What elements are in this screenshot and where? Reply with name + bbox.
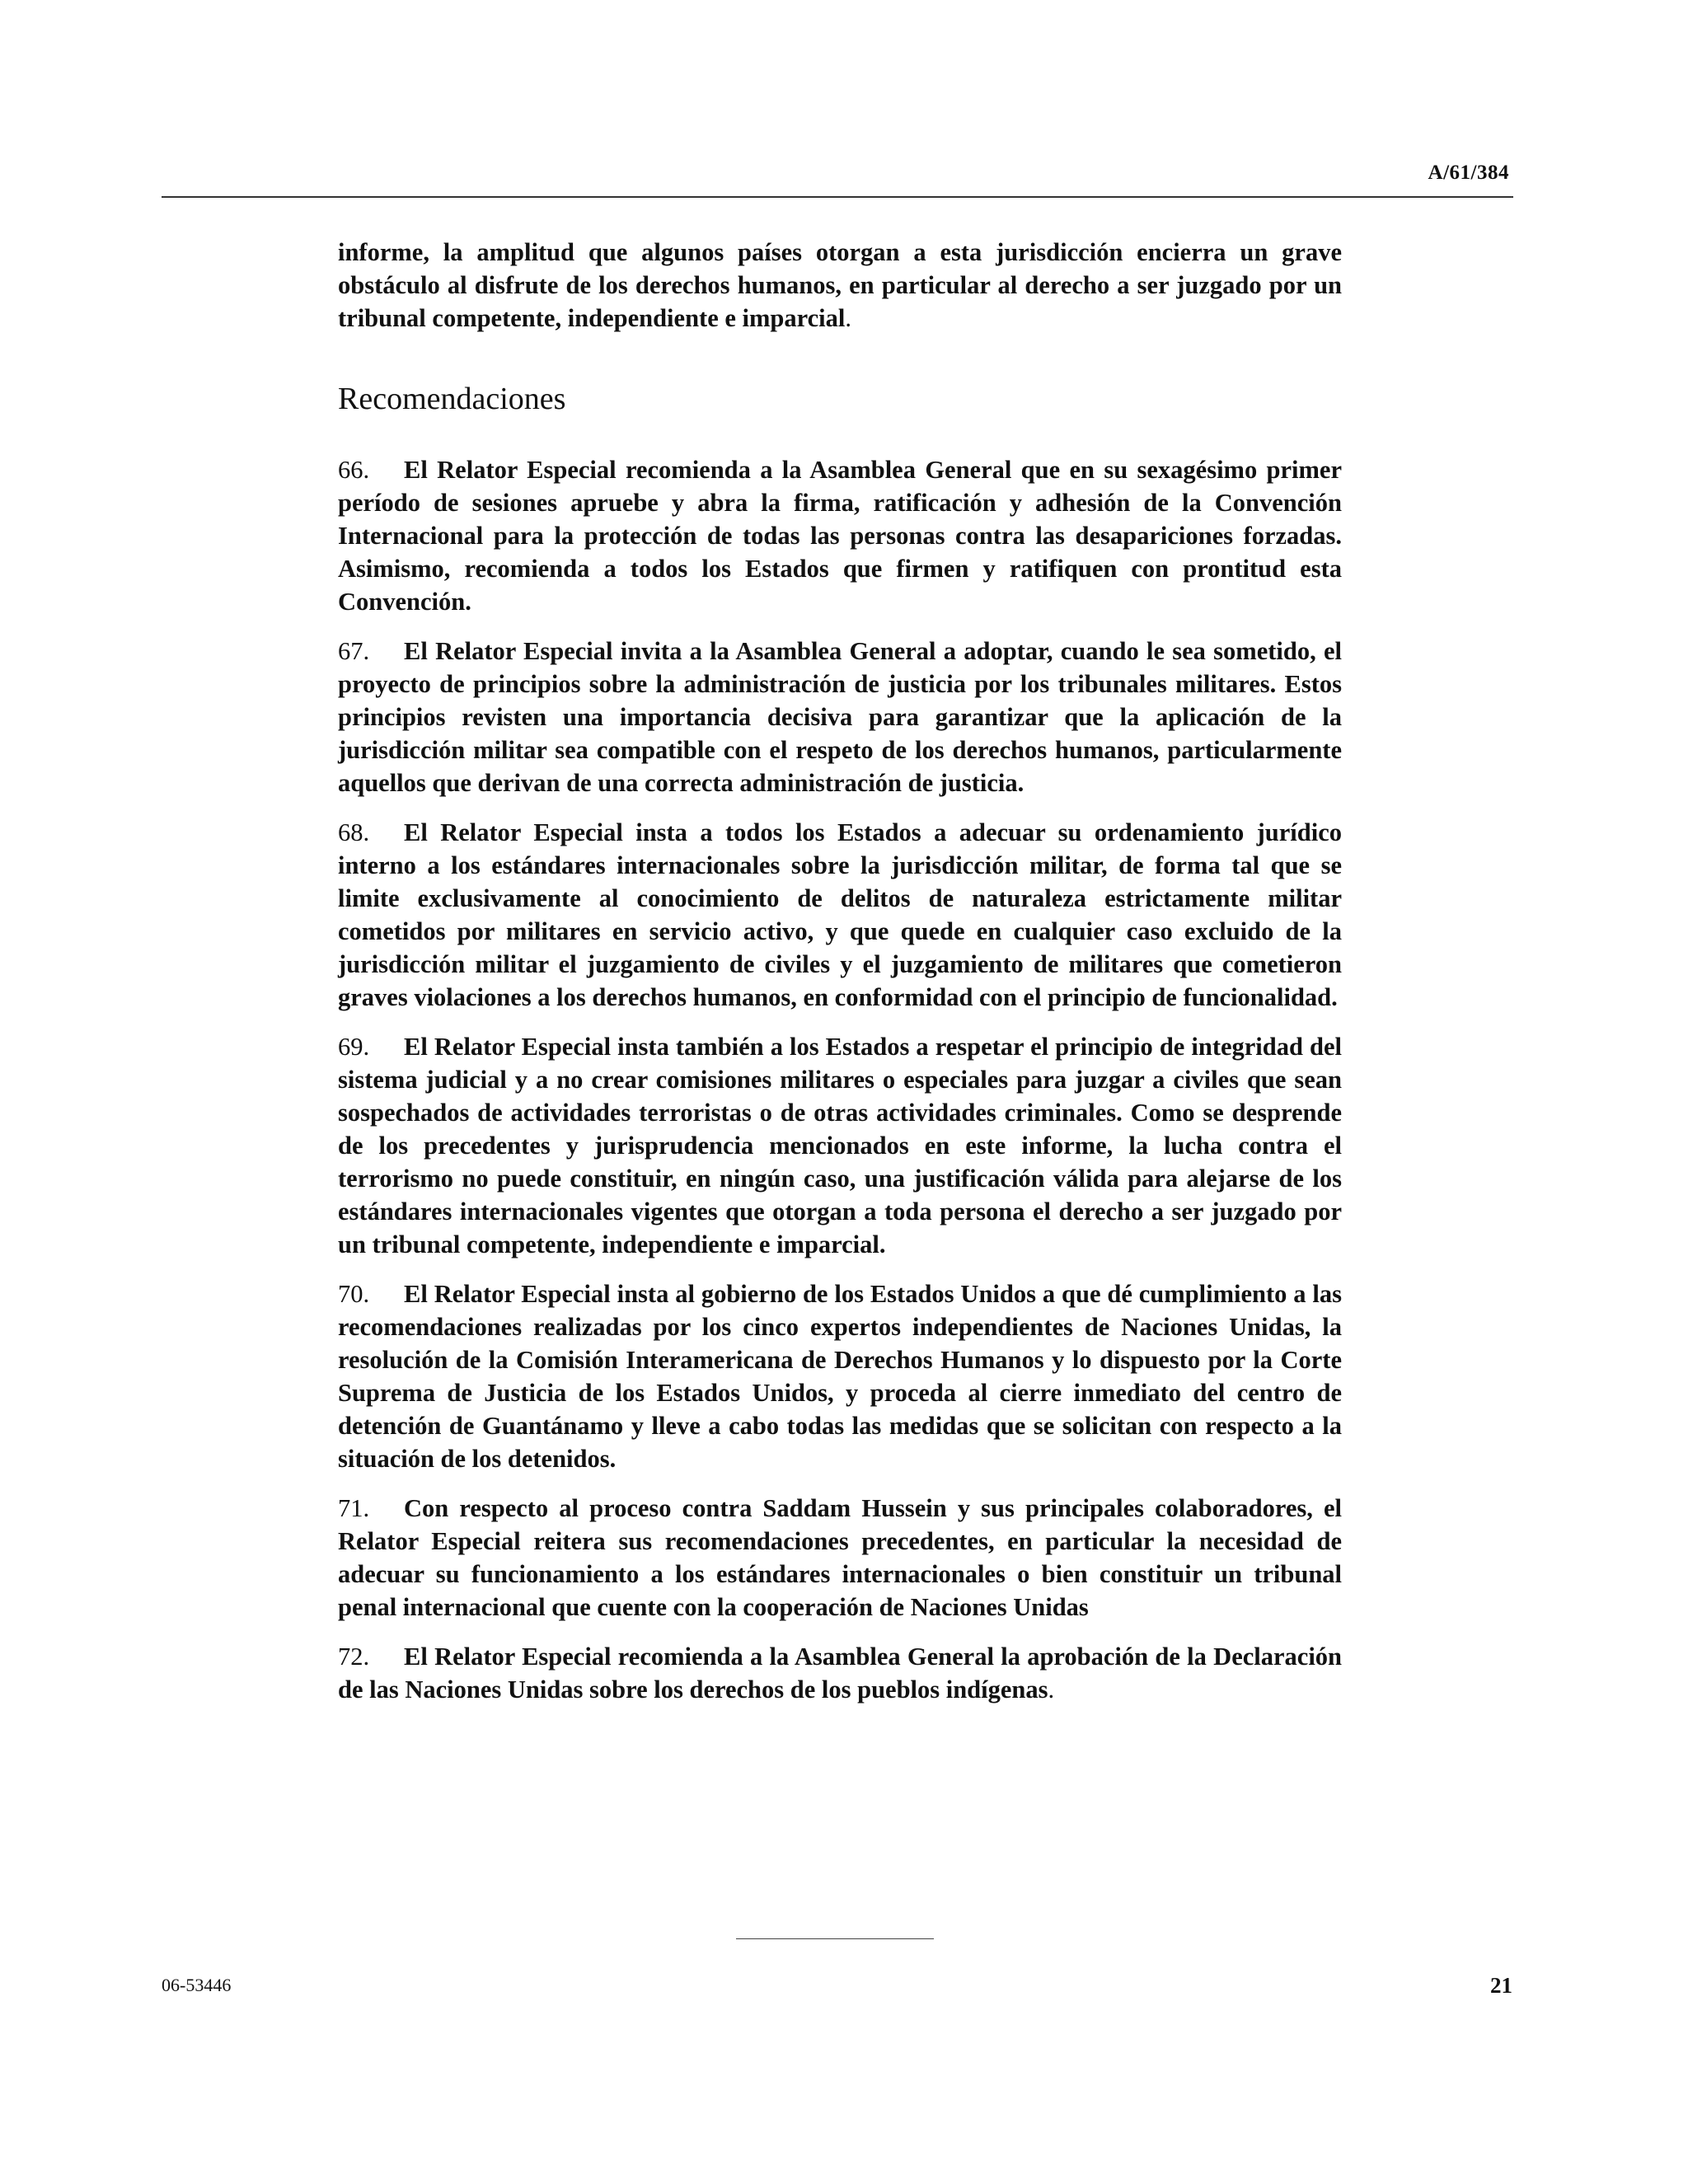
paragraph-69 [338, 1030, 1342, 1261]
paragraph-text: El Relator Especial insta a todos los Estados a adecuar su ordenamiento jurídico interno a los estándares internacionales sobre la jurisdicción militar, de forma tal que se limite exclusivamente al conocimiento de delitos de naturaleza estrictamente militar cometidos por militares en servicio activo, y que quede en cualquier caso excluido de la jurisdicción militar el juzgamiento de civiles y el juzgamiento de militares que cometieron graves violaciones a los derechos humanos, en conformidad con el principio de funcionalidad. [338, 818, 1342, 1011]
header-rule [162, 196, 1513, 198]
paragraph-66 [338, 453, 1342, 618]
paragraph-number: 66. [338, 456, 370, 484]
paragraph-number: 69. [338, 1033, 370, 1061]
paragraph-number: 71. [338, 1494, 370, 1522]
paragraph-number: 70. [338, 1280, 370, 1308]
job-number: 06-53446 [162, 1975, 232, 1995]
paragraph-68 [338, 816, 1342, 1014]
paragraph-70 [338, 1277, 1342, 1475]
paragraph-trail: . [1048, 1675, 1055, 1704]
paragraph-text: El Relator Especial invita a la Asamblea General a adoptar, cuando le sea sometido, el proyecto de principios sobre la administración de justicia por los tribunales militares. Estos principios revisten una importancia decisiva para garantizar que la aplicación de la jurisdicción militar sea compatible con el respeto de los derechos humanos, particularmente aquellos que derivan de una correcta administración de justicia. [338, 637, 1342, 797]
paragraph-number: 68. [338, 818, 370, 846]
end-of-text-rule [736, 1938, 934, 1939]
paragraph-text: Con respecto al proceso contra Saddam Hussein y sus principales colaboradores, el Relator Especial reitera sus recomendaciones precedentes, en particular la necesidad de adecuar su funcionamiento a los estándares internacionales o bien constituir un tribunal penal internacional que cuente con la cooperación de Naciones Unidas [338, 1494, 1342, 1621]
intro-paragraph [338, 236, 1342, 335]
intro-trail: . [845, 304, 851, 332]
intro-text: informe, la amplitud que algunos países otorgan a esta jurisdicción encierra un grave obstáculo al disfrute de los derechos humanos, en particular al derecho a ser juzgado por un tribunal competente, independiente e imparcial [338, 238, 1342, 332]
paragraph-72 [338, 1640, 1342, 1706]
paragraph-71 [338, 1492, 1342, 1624]
paragraph-67 [338, 635, 1342, 799]
section-heading: Recomendaciones [338, 382, 566, 416]
paragraph-text: El Relator Especial insta también a los Estados a respetar el principio de integridad del sistema judicial y a no crear comisiones militares o especiales para juzgar a civiles que sean sospechados de actividades terroristas o de otras actividades criminales. Como se desprende de los precedentes y jurisprudencia mencionados en este informe, la lucha contra el terrorismo no puede constituir, en ningún caso, una justificación válida para alejarse de los estándares internacionales vigentes que otorgan a toda persona el derecho a ser juzgado por un tribunal competente, independiente e imparcial. [338, 1033, 1342, 1258]
paragraph-text: El Relator Especial recomienda a la Asamblea General que en su sexagésimo primer período de sesiones apruebe y abra la firma, ratificación y adhesión de la Convención Internacional para la protección de todas las personas contra las desapariciones forzadas. Asimismo, recomienda a todos los Estados que firmen y ratifiquen con prontitud esta Convención. [338, 456, 1342, 616]
paragraph-text: El Relator Especial insta al gobierno de los Estados Unidos a que dé cumplimiento a las recomendaciones realizadas por los cinco expertos independientes de Naciones Unidas, la resolución de la Comisión Interamericana de Derechos Humanos y lo dispuesto por la Corte Suprema de Justicia de los Estados Unidos, y proceda al cierre inmediato del centro de detención de Guantánamo y lleve a cabo todas las medidas que se solicitan con respecto a la situación de los detenidos. [338, 1280, 1342, 1473]
paragraph-text: El Relator Especial recomienda a la Asamblea General la aprobación de la Declaración de las Naciones Unidas sobre los derechos de los pueblos indígenas [338, 1643, 1342, 1704]
paragraph-number: 72. [338, 1643, 370, 1671]
document-symbol: A/61/384 [1428, 162, 1509, 184]
paragraph-number: 67. [338, 637, 370, 665]
document-body [338, 236, 1342, 1722]
page-number: 21 [1490, 1973, 1512, 1998]
